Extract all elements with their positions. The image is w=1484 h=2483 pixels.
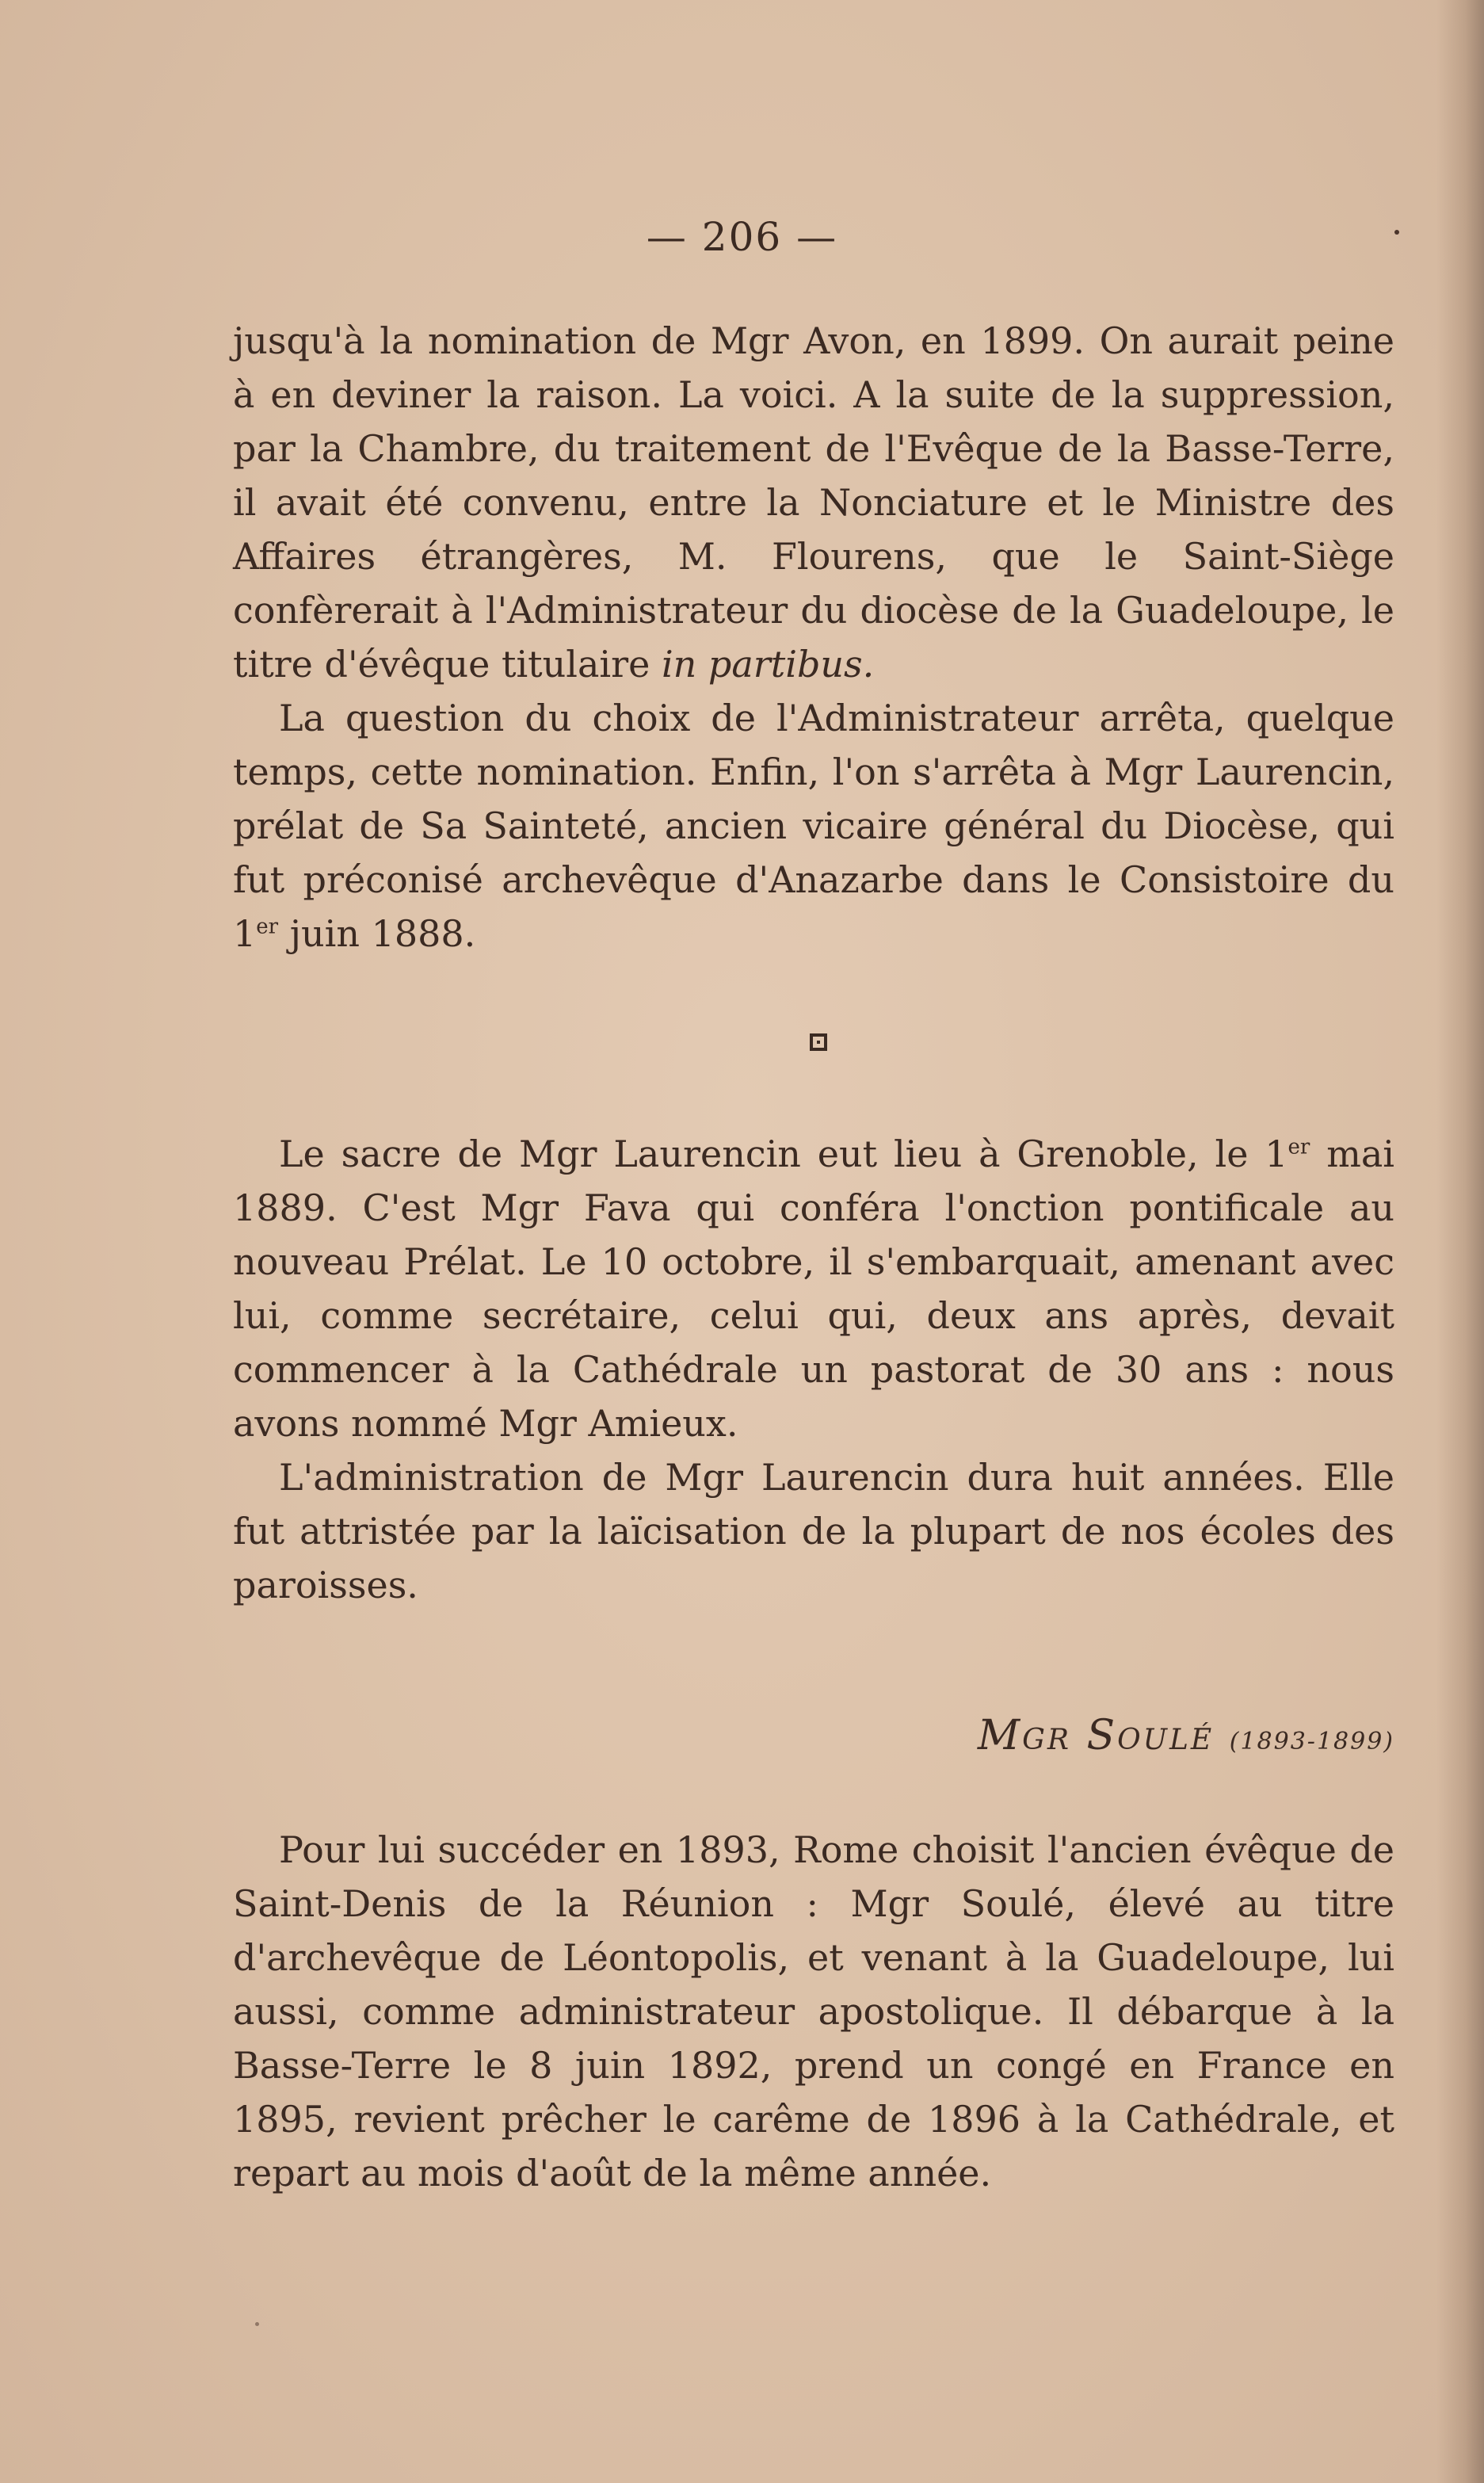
paragraph-text: jusqu'à la nomination de Mgr Avon, en 1899. On aurait peine à en deviner la raison. La voici. A la suite de la suppression, par la Chambre, du traitement de l'Evêque de la Basse-Terre, il avait été convenu, entre la Nonciature et le Ministre des Affaires étrangères, M. Flourens, que le Saint-Siège confèrerait à l'Administrateur du diocèse de la Guadeloupe, le titre d'évêque titulaire [233,319,1394,686]
paper-speck [1394,230,1399,235]
heading-dates: (1893-1899) [1229,1728,1394,1755]
paragraph: L'administration de Mgr Laurencin dura huit années. Elle fut attristée par la laïcisation de la plupart de nos écoles des paroisses. [233,1456,1394,1606]
page-edge-shadow [1436,0,1484,2483]
text-section-1 [233,314,1394,961]
text-section-2 [233,1127,1394,1612]
paragraph-text: Le sacre de Mgr Laurencin eut lieu à Grenoble, le 1 [279,1133,1288,1175]
superscript: er [256,915,279,939]
text-section-3 [233,1823,1394,2200]
section-heading [808,1712,1394,1759]
italic-phrase: in partibus. [661,643,875,686]
superscript: er [1288,1135,1310,1159]
section-ornament-icon [810,1033,827,1051]
heading-title: Mgr Soulé [977,1712,1215,1759]
paragraph [233,314,1394,691]
paragraph [233,691,1394,961]
paragraph [233,1127,1394,1450]
paragraph-text: juin 1888. [278,912,476,955]
paper-speck [255,2322,259,2326]
paragraph-text: La question du choix de l'Administrateur arrêta, quelque temps, cette nomination. Enfin, l'on s'arrêta à Mgr Laurencin, prélat de Sa Sainteté, ancien vicaire général du Diocèse, qui fut préconisé archevêque d'Anazarbe dans le Consistoire du 1 [233,697,1394,955]
paragraph-text: mai 1889. C'est Mgr Fava qui conféra l'onction pontificale au nouveau Prélat. Le 10 octobre, il s'embarquait, amenant avec lui, comme secrétaire, celui qui, deux ans après, devait commencer à la Cathédrale un pastorat de 30 ans : nous avons nommé Mgr Amieux. [233,1133,1394,1445]
paragraph: Pour lui succéder en 1893, Rome choisit l'ancien évêque de Saint-Denis de la Réunion : Mgr Soulé, élevé au titre d'archevêque de Léontopolis, et venant à la Guadeloupe, lui aussi, comme administrateur apostolique. Il débarque à la Basse-Terre le 8 juin 1892, prend un congé en France en 1895, revient prêcher le carême de 1896 à la Cathédrale, et repart au mois d'août de la même année. [233,1828,1394,2195]
page-number: — 206 — [646,214,838,260]
